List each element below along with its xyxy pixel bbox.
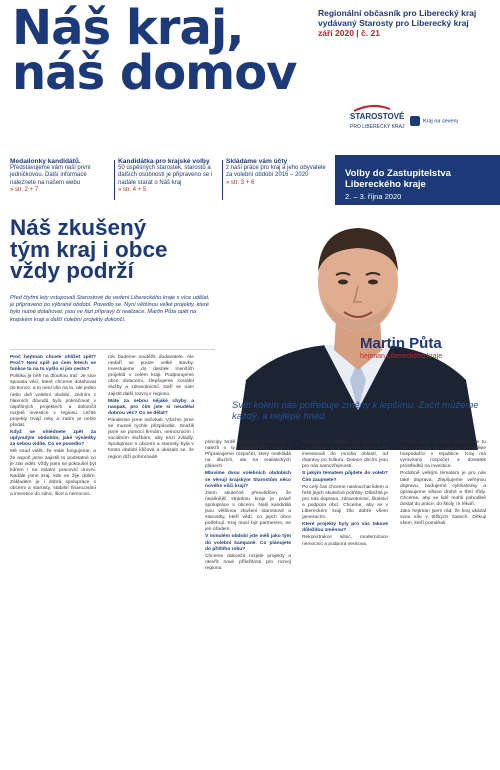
teaser-kandidatka[interactable] (118, 158, 218, 194)
article-paragraph: Jako hejtman jsem rád, že kraj ukázal svou sílu v těžkých časech. Děkuji všem, kteří pomáhali. (400, 509, 486, 527)
teaser-page-ref: » str. 4 + 5 (118, 186, 147, 193)
election-date: 2. – 3. října 2020 (345, 192, 402, 201)
masthead-title-line1: Náš kraj, (12, 0, 244, 56)
article-paragraph: Mě snad vidět, že stále fungujeme, a že aspoň jsme zajistili to podstatné co je zde vidět. Vždy jsem se pokoušel být lídrem i na ostatní pracovní úrovni. Nadále jsme kraj, kde se žije dobře. Základem je i dobrá spolupráce s obcemi a starosty, stabilní financování a investice do silnic, škol a nemocnic. (10, 449, 96, 498)
interview-question: Mluvíme dvou volebních obdobích se věnují krajským Starostům něco nového vůči kraji? (205, 471, 291, 489)
article-column-1 (10, 355, 96, 499)
article-paragraph: Po celý čas chceme naslouchat lidem a řešit jejich skutečné potřeby. Důležitá je pro nás doprava, zdravotnictví, školství a podpora obcí. Chceme, aby se v Libereckém kraji žilo dobře všem generacím. (302, 484, 388, 521)
kraj-na-severu-logo (410, 116, 458, 126)
teaser-ucty[interactable] (226, 158, 326, 187)
article-paragraph: Jsem skutečně přesvědčen, že nejsilnější stránkou kraje je právě spolupráce s obcemi. Naši kandidáti jsou většinou zkušení starostové a starostky, kteří vědí, co jejich obce potřebují. Kraj musí být partnerem, ne jen úřadem. (205, 490, 291, 533)
headline-line-1: Náš zkušený (10, 215, 147, 240)
article-paragraph: principy tvrdě vybraných zkušeností a nalezli o ty nejdůležitější projekty. Připravujeme rozpočet, který neskládá na dluzích, ale na realistických plánech. (205, 440, 291, 470)
election-box (335, 155, 500, 205)
kraj-logo-icon (410, 116, 420, 126)
headline-line-3: vždy podrží (10, 258, 134, 283)
teaser-divider (114, 160, 115, 200)
masthead (12, 0, 312, 101)
interview-question: Máte za sebou nějaké chyby a naopak, pro čím jste si neudělal dobrou věc? Co se dělat? (108, 398, 194, 416)
teaser-divider (222, 160, 223, 200)
teaser-bar (10, 158, 332, 202)
article-column-5 (400, 440, 486, 528)
election-title: Volby do Zastupitelstva Libereckého kraje (345, 168, 451, 190)
article-paragraph: Podobně velkým tématem je pro nás také doprava. Zlepšujeme veřejnou dopravu, budujeme cyklostezky a opravujeme silnice druhé a třetí třídy. Chceme, aby se lidé mohli pohodlně dostat do práce, do školy i k lékaři. (400, 471, 486, 507)
info-line-2: vydávaný Starosty pro Liberecký kraj (318, 18, 469, 28)
divider (10, 349, 215, 350)
teaser-text: 50 úspěšných starostek, starostů a dalších osobností je připraveno se i nadále starat o Náš kraj (118, 165, 213, 186)
teaser-page-ref: » str. 2 + 7 (10, 186, 39, 193)
interview-question: S jakým tématem půjdete do voleb? Čím zaujmete? (302, 471, 388, 483)
starostove-logo (350, 112, 404, 132)
teaser-medailonky[interactable] (10, 158, 110, 194)
teaser-title: Kandidátka pro krajské volby (118, 158, 210, 165)
publication-info (318, 8, 493, 38)
article-paragraph: Chceme dokončit rozjeté projekty a otevřít nové příležitosti pro rozvoj regionu. (205, 553, 291, 571)
person-caption (360, 335, 442, 360)
starostove-logo-subtext: PRO LIBERECKÝ KRAJ (350, 124, 405, 130)
lead-paragraph: Před čtyřmi lety vstupovali Starostové do vedení Libereckého kraje s více udělat, je připraveno po výbrané období. Povedlo se. Nyní většinou velké projekty, které bylo nutné dotahovat, jsou ve fázi přípravy či realizace. Martin Půta opět na krajském kraji a další volební projekty dokončí. (10, 295, 210, 323)
interview-question: Proč hejtman chcete ohlížet zpět? Proč? Není spíš po čem letech se funkce ta na to vyšlo si jim cesto? (10, 355, 96, 373)
teaser-title: Skládáme vám účty (226, 158, 288, 165)
info-line-1: Regionální občasník pro Liberecký kraj (318, 8, 477, 18)
teaser-text: Představujeme vám naši první jedničkovou. Další informace naleznete na našem webu (10, 165, 91, 186)
kraj-logo-text: Kraj na severu (423, 118, 459, 125)
article-column-4 (302, 440, 388, 549)
masthead-title-line2: náš domov (12, 45, 297, 101)
article-column-3 (205, 440, 291, 573)
interview-question: V minulém období jste měli jako tým do volební kampaně. Co plánujete do příštího roku? (205, 534, 291, 552)
article-paragraph: Pandemie jsme nečekali. Všichni jsme se museli rychle přizpůsobit. Snažili jsme se pomoci firmám, nemocnicím i sociálním službám, aby krizi zvládly. Spolupráce s obcemi a starosty byla v tomto období klíčová a ukázalo se, že region drží pohromadě. (108, 417, 194, 460)
article-paragraph: Protože jsme ve kraji nedávno se tu stal regionem, který patří mezi nejlépe hospodařící v republice. Kraj má vyrovnaný rozpočet a dostatek prostředků na investice. (400, 440, 486, 470)
logos (350, 112, 495, 138)
article-paragraph: rok budeme soutěžit dodavatele. Ale nedaří se pouze velké stavby. Investujeme do desítek menších projektů v celém kraji. Podporujeme obce dotacemi, zlepšujeme sociální služby a zdravotnictví. Daří se nám zajistit další rozvoj v regionu. (108, 355, 194, 397)
person-role: hejtman Libereckého kraje (360, 353, 443, 360)
teaser-page-ref: » str. 3 + 6 (226, 179, 255, 186)
article-paragraph: Důležitá je ta stabilita, aby lidé cítili, že kraj funguje. V posledních letech jsme investovali do mnoha oblastí, od dopravy po kulturu. Dotace obcím jsou pro nás samozřejmostí. (302, 440, 388, 470)
headline-line-2: tým kraj i obce (10, 236, 168, 262)
article-paragraph: Politika je běh na dlouhou trať. Je sice spousta věcí, které chceme dotahovat do konce, a to není vše na to, ale jedno nebo dvě volební období. Jedním z hlavních důvodů bylo pokračovat v úspěšných projektech a dokončit rozjeté investice v regionu. Určité projekty trvají roky a zatím je nelze předat. (10, 374, 96, 429)
interview-question: Když se ohlédnete zpět za uplynulým obdobím, jaké výsledky za sebou vidíte. Co se povedlo? (10, 430, 96, 448)
interview-question: Které projekty byly pro vás takové důležitou změnou? (302, 522, 388, 534)
issue-number: září 2020 | č. 21 (318, 28, 380, 38)
article-paragraph: Rekonstrukce silnic, modernizace nemocnic a podpora venkova. (302, 535, 388, 547)
article-column-2 (108, 355, 194, 462)
starostove-logo-text: STAROSTOVÉ (350, 112, 405, 121)
pull-quote: Svět kolem nás potřebuje změny k lepšímu. Začít můžeme každý, a nejlépe hned. (232, 400, 479, 422)
teaser-text: z naší práce pro kraj a jeho obyvatele za volební období 2016 – 2020 (226, 165, 326, 179)
person-name: Martin Půta (360, 335, 442, 352)
teaser-title: Medailonky kandidátů. (10, 158, 81, 165)
